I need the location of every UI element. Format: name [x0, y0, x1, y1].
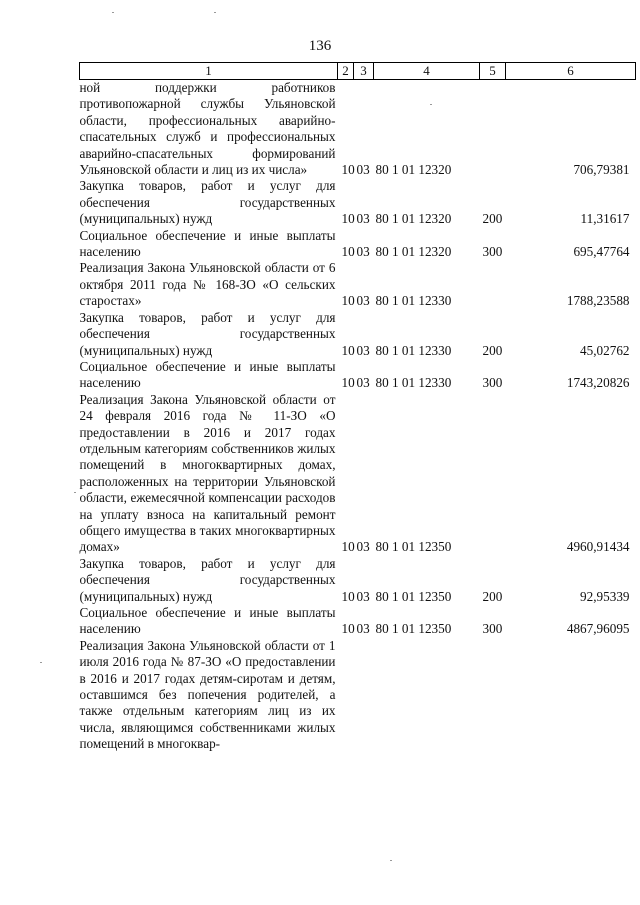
table-row: [80, 638, 636, 753]
row-section-code: [338, 638, 354, 753]
table-row: [80, 80, 636, 179]
row-target-article-code: 80 1 01 12350: [375, 539, 452, 555]
row-amount: 695,47764: [573, 244, 630, 260]
row-subsection-code: 03: [356, 211, 370, 227]
row-amount: 92,95339: [580, 588, 630, 604]
row-amount: 706,79381: [573, 162, 630, 178]
row-target-article-code: 80 1 01 12320: [375, 162, 452, 178]
row-subsection-code: 03: [356, 293, 370, 309]
row-description: Реализация Закона Ульяновской области от 1 июля 2016 года № 87-ЗО «О предоставлении в 2016 и 2017 годах детям-сиротам и детям, оставшимся без попечения родителей, а также отдельным категориям лиц из их числа, являющимся собственниками жилых помещений в многоквар-: [79, 637, 336, 752]
row-section-code: 10: [341, 342, 355, 358]
row-expense-type-code: [480, 80, 506, 179]
row-expense-type-code: 200: [482, 211, 503, 227]
row-subsection-code: 03: [356, 621, 370, 637]
row-amount: [506, 638, 636, 753]
table-row: [80, 359, 636, 392]
row-amount: 4960,91434: [566, 539, 630, 555]
header-col-6: 6: [506, 63, 636, 80]
row-target-article-code: 80 1 01 12350: [375, 621, 452, 637]
row-description: Социальное обеспечение и иные выплаты населению: [79, 358, 336, 391]
page-number: 136: [308, 38, 332, 54]
header-col-1: 1: [80, 63, 338, 80]
row-description: ной поддержки работников противопожарной службы Ульяновской области, профессиональных аварийно-спасательных служб и профессиональных аварийно-спасательных формирований Ульяновской области и лиц из их числа»: [79, 80, 336, 178]
table-row: [80, 310, 636, 359]
row-expense-type-code: 200: [482, 588, 503, 604]
table-row: [80, 556, 636, 605]
scan-speck: [390, 860, 392, 861]
row-description: Социальное обеспечение и иные выплаты населению: [79, 605, 336, 637]
row-description: Реализация Закона Ульяновской области от 24 февраля 2016 года № 11-ЗО «О предоставлении в 2016 и 2017 годах отдельным категориям собственников жилых помещений в многоквартирных домах, расположенных на территории Ульяновской области, ежемесячной компенсации расходов на уплату взноса на капитальный ремонт общего имущества в таких многоквартирных домах»: [79, 391, 336, 555]
row-amount: 1788,23588: [566, 293, 630, 309]
row-section-code: 10: [341, 162, 355, 178]
row-section-code: 10: [341, 588, 355, 604]
row-description: Закупка товаров, работ и услуг для обеспечения государственных (муниципальных) нужд: [79, 178, 336, 227]
row-subsection-code: 03: [356, 588, 370, 604]
row-subsection-code: [354, 638, 374, 753]
row-target-article-code: 80 1 01 12320: [375, 244, 452, 260]
row-target-article-code: 80 1 01 12330: [375, 375, 452, 391]
row-amount: 11,31617: [580, 211, 630, 227]
table-row: [80, 228, 636, 261]
row-expense-type-code: 300: [482, 375, 503, 391]
table-row: [80, 178, 636, 227]
header-col-5: 5: [480, 63, 506, 80]
header-col-3: 3: [354, 63, 374, 80]
row-expense-type-code: [480, 638, 506, 753]
row-subsection-code: 03: [356, 342, 370, 358]
row-section-code: 10: [341, 244, 355, 260]
row-expense-type-code: 300: [482, 244, 503, 260]
row-section-code: 10: [341, 375, 355, 391]
row-subsection-code: 03: [356, 539, 370, 555]
row-subsection-code: 03: [356, 162, 370, 178]
row-expense-type-code: 200: [482, 342, 503, 358]
row-description: Социальное обеспечение и иные выплаты населению: [79, 227, 336, 260]
table-row: [80, 605, 636, 638]
scan-speck: [112, 12, 114, 13]
header-col-4: 4: [374, 63, 480, 80]
row-expense-type-code: [480, 260, 506, 309]
scan-speck: [214, 12, 216, 13]
table-row: [80, 392, 636, 556]
scan-speck: [430, 104, 432, 105]
header-col-2: 2: [338, 63, 354, 80]
scan-speck: [74, 492, 76, 493]
row-section-code: 10: [341, 539, 355, 555]
row-section-code: 10: [341, 211, 355, 227]
row-description: Закупка товаров, работ и услуг для обеспечения государственных (муниципальных) нужд: [79, 309, 336, 358]
budget-table: [79, 62, 636, 753]
row-target-article-code: 80 1 01 12330: [375, 342, 452, 358]
row-target-article-code: 80 1 01 12320: [375, 211, 452, 227]
row-amount: 1743,20826: [566, 375, 630, 391]
row-target-article-code: 80 1 01 12350: [375, 588, 452, 604]
row-target-article-code: [374, 638, 480, 753]
row-target-article-code: 80 1 01 12330: [375, 293, 452, 309]
row-subsection-code: 03: [356, 375, 370, 391]
row-section-code: 10: [341, 621, 355, 637]
column-number-header-row: [80, 63, 636, 80]
row-expense-type-code: 300: [482, 621, 503, 637]
row-description: Реализация Закона Ульяновской области от 6 октября 2011 года № 168-ЗО «О сельских старостах»: [79, 260, 336, 309]
budget-table-container: [79, 62, 635, 753]
row-subsection-code: 03: [356, 244, 370, 260]
scan-speck: [40, 662, 42, 663]
table-row: [80, 260, 636, 309]
row-amount: 4867,96095: [566, 621, 630, 637]
row-expense-type-code: [480, 392, 506, 556]
row-description: Закупка товаров, работ и услуг для обеспечения государственных (муниципальных) нужд: [79, 555, 336, 604]
row-amount: 45,02762: [580, 342, 630, 358]
row-section-code: 10: [341, 293, 355, 309]
